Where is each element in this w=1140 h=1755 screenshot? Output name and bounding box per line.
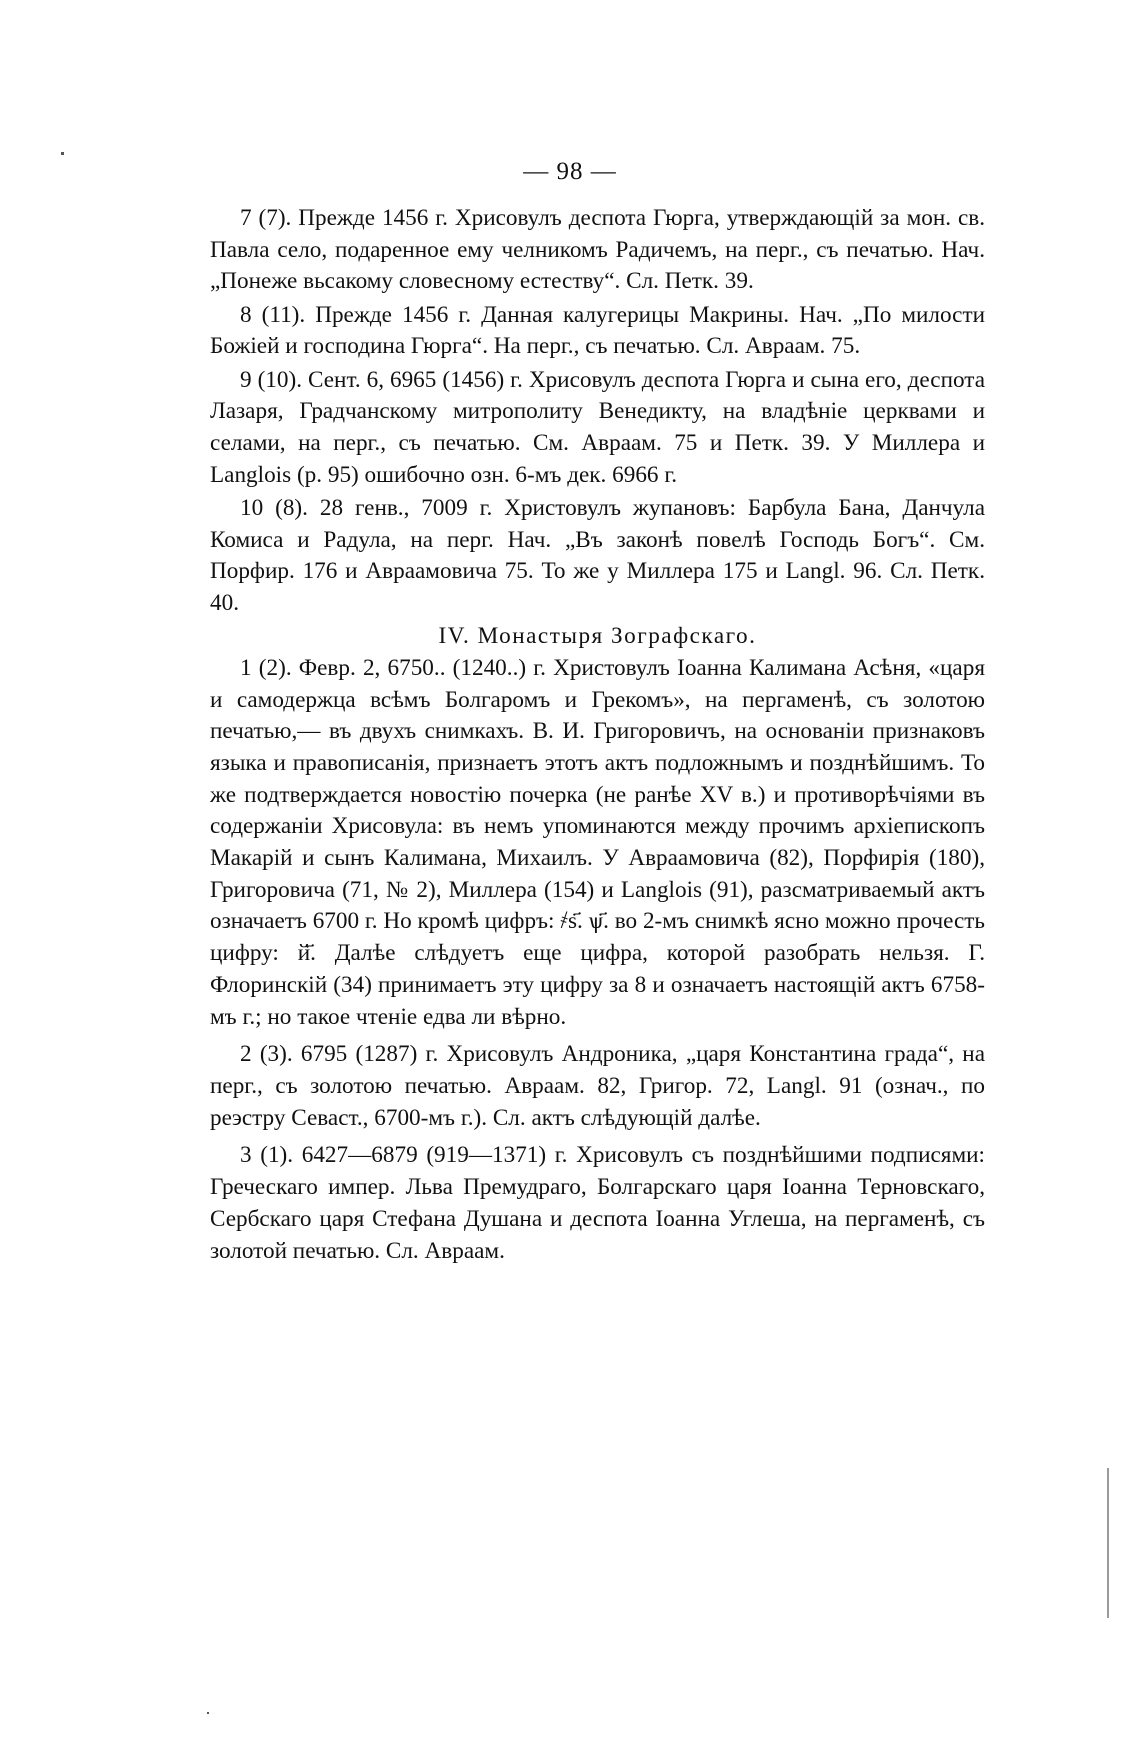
- zograf-entry-2: 2 (3). 6795 (1287) г. Хрисовулъ Андроника, „царя Константина града“, на перг., съ золотою печатью. Авраам. 82, Григор. 72, Langl. 91 (означ., по реэстру Севаст., 6700-мъ г.). Сл. актъ слѣдующій далѣе.: [210, 1041, 985, 1131]
- zograf-entry-3: 3 (1). 6427—6879 (919—1371) г. Хрисовулъ съ позднѣйшими подписями: Греческаго импер. Льва Премудраго, Болгарскаго царя Іоанна Терновскаго, Сербскаго царя Стефана Душана и деспота Іоанна Углеша, на пергаменѣ, съ золотой печатью. Сл. Авраам.: [210, 1142, 985, 1264]
- zograf-entry-1: 1 (2). Февр. 2, 6750.. (1240..) г. Христовулъ Іоанна Калимана Асѣня, «царя и самодержца всѣмъ Болгаромъ и Грекомъ», на пергаменѣ, съ золотою печатью,— въ двухъ снимкахъ. В. И. Григоровичъ, на основаніи признаковъ языка и правописанія, признаетъ этотъ актъ подложнымъ и позднѣйшимъ. То же подтверждается новостію почерка (не ранѣе XV в.) и противорѣчіями въ содержаніи Хрисовула: въ немъ упоминаются между прочимъ архіепископъ Макарій и сынъ Калимана, Михаилъ. У Авраамовича (82), Порфирія (180), Григоровича (71, № 2), Миллера (154) и Langlois (91), разсматриваемый актъ означаетъ 6700 г. Но кромѣ цифръ: ҂ѕ҃. ѱ҃. во 2-мъ снимкѣ ясно можно прочесть цифру: й҃. Далѣе слѣдуетъ еще цифра, которой разобрать нельзя. Г. Флоринскій (34) принимаетъ эту цифру за 8 и означаетъ настоящій актъ 6758-мъ г.; но такое чтеніе едва ли вѣрно.: [210, 654, 985, 1030]
- document-entry-10: 10 (8). 28 генв., 7009 г. Христовулъ жупановъ: Барбула Бана, Данчула Комиса и Радула, на перг. Нач. „Въ законѣ повелѣ Господь Богъ“. См. Порфир. 176 и Авраамовича 75. То же у Миллера 175 и Langl. 96. Сл. Петк. 40.: [210, 494, 985, 616]
- page-text: [210, 203, 985, 1269]
- page-number: — 98 —: [523, 158, 617, 185]
- section-heading: IV. Монастыря Зографскаго.: [438, 623, 757, 650]
- scan-edge-mark: [1107, 1468, 1109, 1618]
- document-entry-9: 9 (10). Сент. 6, 6965 (1456) г. Хрисовулъ деспота Гюрга и сына его, деспота Лазаря, Градчанскому митрополиту Венедикту, на владѣніе церквами и селами, на перг., съ печатью. См. Авраам. 75 и Петк. 39. У Миллера и Langlois (p. 95) ошибочно озн. 6-мъ дек. 6966 г.: [210, 366, 985, 488]
- document-entry-8: 8 (11). Прежде 1456 г. Данная калугерицы Макрины. Нач. „По милости Божіей и господина Гюрга“. На перг., съ печатью. Сл. Авраам. 75.: [210, 301, 985, 360]
- scan-speck: [61, 152, 64, 155]
- scan-speck: [207, 1712, 209, 1714]
- document-entry-7: 7 (7). Прежде 1456 г. Хрисовулъ деспота Гюрга, утверждающій за мон. св. Павла село, подаренное ему челникомъ Радичемъ, на перг., съ печатью. Нач. „Понеже вьсакому словесному естеству“. Сл. Петк. 39.: [210, 205, 985, 295]
